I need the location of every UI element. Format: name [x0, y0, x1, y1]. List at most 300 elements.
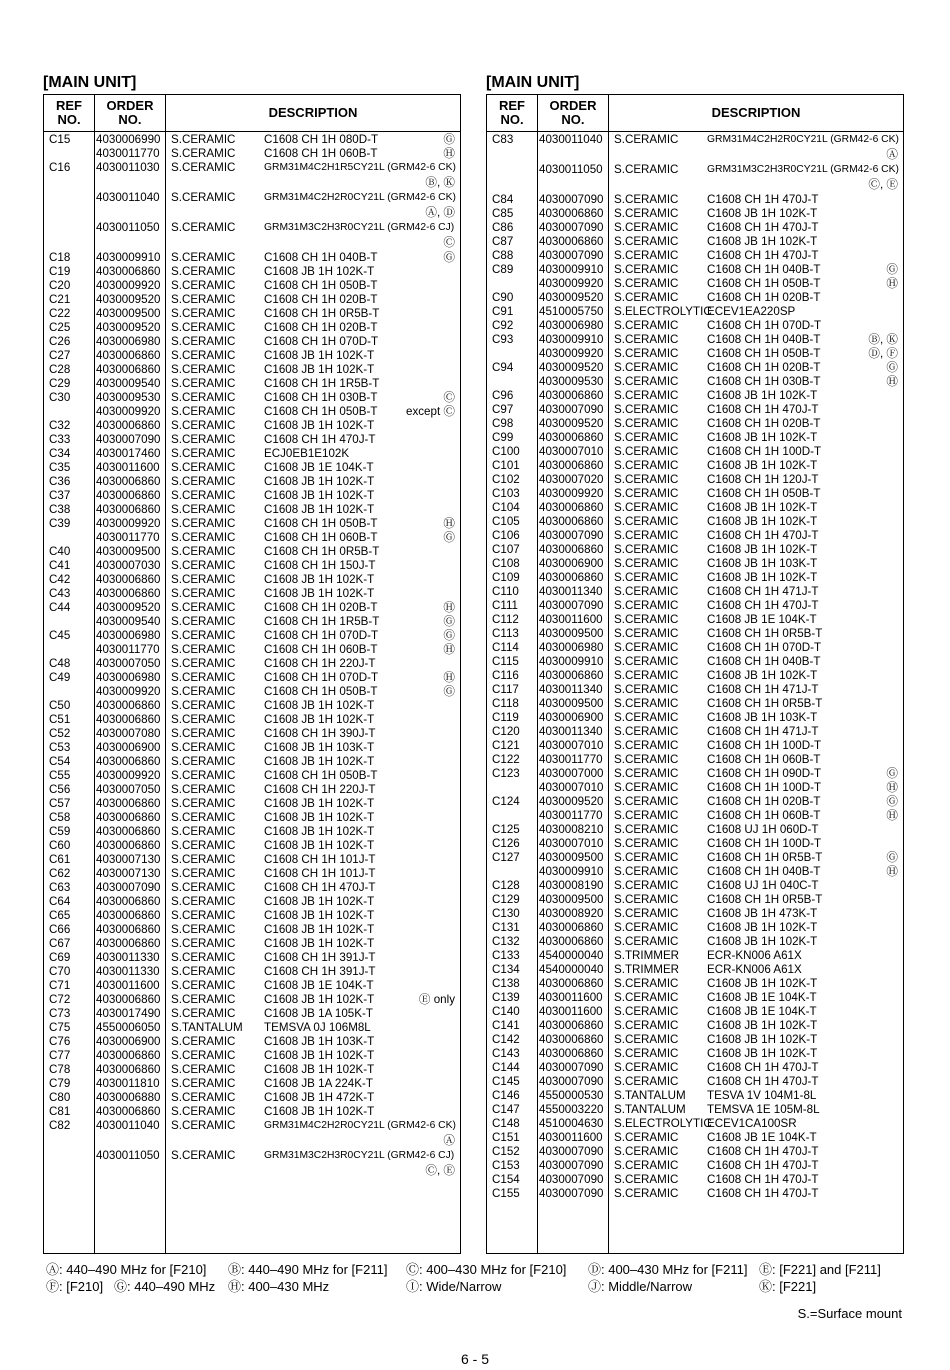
type-cell: S.CERAMIC [614, 249, 679, 262]
table-row [487, 1004, 903, 1018]
order-no-cell: 4030006860 [96, 699, 161, 712]
ref-cell: C30 [49, 391, 71, 404]
table-row [44, 404, 460, 418]
type-cell: S.CERAMIC [171, 965, 236, 978]
part-no-cell: C1608 CH 1H 070D-T [264, 629, 379, 642]
order-no-cell: 4030007010 [539, 739, 604, 752]
table-row [487, 948, 903, 962]
ref-cell: C77 [49, 1049, 71, 1062]
table-row [44, 1020, 460, 1034]
type-cell: S.CERAMIC [171, 433, 236, 446]
part-no-cell: C1608 CH 1H 0R5B-T [707, 697, 823, 710]
order-no-cell: 4030007090 [539, 1187, 604, 1200]
ref-cell: C29 [49, 377, 71, 390]
table-row [44, 362, 460, 376]
table-row [487, 1186, 903, 1200]
order-no-cell: 4030007090 [539, 249, 604, 262]
part-no-cell: C1608 JB 1H 102K-T [264, 349, 375, 362]
header-ref-no [487, 95, 537, 131]
part-no-cell: C1608 JB 1H 102K-T [264, 797, 375, 810]
type-cell: S.CERAMIC [171, 265, 236, 278]
type-cell: S.CERAMIC [614, 207, 679, 220]
order-no-cell: 4030006860 [539, 207, 604, 220]
type-cell: S.CERAMIC [171, 755, 236, 768]
type-cell: S.CERAMIC [171, 321, 236, 334]
part-no-cell: C1608 CH 1H 020B-T [707, 361, 821, 374]
type-cell: S.CERAMIC [171, 335, 236, 348]
type-cell: S.CERAMIC [614, 375, 679, 388]
type-cell: S.CERAMIC [614, 361, 679, 374]
type-cell: S.CERAMIC [171, 937, 236, 950]
table-row [487, 248, 903, 262]
part-no-cell: C1608 CH 1H 470J-T [707, 1145, 819, 1158]
table-row [487, 626, 903, 640]
order-no-cell: 4030009500 [539, 697, 604, 710]
ref-cell: C20 [49, 279, 71, 292]
type-cell: S.CERAMIC [171, 531, 236, 544]
page-number: 6 - 5 [460, 1351, 489, 1367]
legend-item: Ⓖ: 440–490 MHz [114, 1279, 216, 1294]
order-no-cell: 4030011770 [539, 809, 603, 822]
order-no-cell: 4030011770 [96, 643, 160, 656]
table-row [44, 250, 460, 264]
part-no-cell: ECR-KN006 A61X [707, 963, 802, 976]
note-cell: Ⓖ [886, 851, 898, 864]
part-no-cell: C1608 CH 1H 471J-T [707, 725, 819, 738]
part-no-cell: C1608 CH 1H 100D-T [707, 781, 822, 794]
table-row [44, 978, 460, 992]
note-cell: Ⓖ [886, 263, 898, 276]
type-cell: S.CERAMIC [171, 279, 236, 292]
part-no-cell: C1608 CH 1H 020B-T [707, 291, 821, 304]
ref-cell: C144 [492, 1061, 520, 1074]
ref-cell: C16 [49, 161, 71, 174]
table-row [44, 642, 460, 656]
part-no-cell: C1608 JB 1E 104K-T [264, 461, 374, 474]
type-cell: S.CERAMIC [614, 163, 679, 176]
ref-cell: C44 [49, 601, 71, 614]
ref-cell: C21 [49, 293, 71, 306]
order-no-cell: 4030011330 [96, 951, 160, 964]
type-cell: S.CERAMIC [614, 333, 679, 346]
type-cell: S.CERAMIC [171, 1105, 236, 1118]
part-no-cell: C1608 JB 1H 102K-T [264, 825, 375, 838]
type-cell: S.CERAMIC [614, 1131, 679, 1144]
order-no-cell: 4030006860 [96, 1105, 161, 1118]
part-no-cell: C1608 JB 1H 102K-T [707, 459, 818, 472]
part-no-cell: C1608 CH 1H 050B-T [707, 487, 821, 500]
type-cell: S.CERAMIC [614, 529, 679, 542]
order-no-cell: 4030006860 [539, 1047, 604, 1060]
ref-cell: C113 [492, 627, 519, 640]
ref-cell: C96 [492, 389, 514, 402]
legend-item: Ⓚ: [F221] [759, 1279, 817, 1294]
ref-cell: C36 [49, 475, 71, 488]
table-row [44, 460, 460, 474]
type-cell: S.CERAMIC [614, 515, 679, 528]
ref-cell: C86 [492, 221, 514, 234]
order-no-cell: 4030009520 [96, 321, 161, 334]
type-cell: S.CERAMIC [614, 585, 679, 598]
type-cell: S.CERAMIC [614, 487, 679, 500]
table-row [487, 514, 903, 528]
table-row [44, 768, 460, 782]
order-no-cell: 4030006860 [96, 797, 161, 810]
order-no-cell: 4030011040 [539, 133, 603, 146]
note-cell: Ⓒ [443, 236, 455, 249]
type-cell: S.CERAMIC [614, 263, 679, 276]
part-no-cell: C1608 CH 1H 470J-T [707, 221, 819, 234]
ref-cell: C125 [492, 823, 520, 836]
table-row [487, 990, 903, 1004]
table-row [44, 1104, 460, 1118]
table-row [487, 192, 903, 206]
table-row [44, 432, 460, 446]
order-no-cell: 4030006860 [96, 825, 161, 838]
ref-cell: C84 [492, 193, 514, 206]
ref-cell: C117 [492, 683, 519, 696]
part-no-cell: C1608 UJ 1H 060D-T [707, 823, 819, 836]
note-cell: Ⓖ [886, 795, 898, 808]
type-cell: S.CERAMIC [171, 587, 236, 600]
table-row [487, 1172, 903, 1186]
type-cell: S.CERAMIC [171, 517, 236, 530]
order-no-cell: 4030006980 [96, 335, 161, 348]
type-cell: S.CERAMIC [614, 781, 679, 794]
order-no-cell: 4030007090 [96, 881, 161, 894]
table-row [487, 444, 903, 458]
ref-cell: C106 [492, 529, 520, 542]
order-no-cell: 4510004630 [539, 1117, 604, 1130]
order-no-cell: 4030007130 [96, 853, 161, 866]
table-row [487, 1060, 903, 1074]
table-row [487, 598, 903, 612]
table-row [44, 712, 460, 726]
part-no-cell: C1608 JB 1H 102K-T [264, 363, 375, 376]
part-no-cell: C1608 JB 1H 102K-T [264, 993, 375, 1006]
part-no-cell: C1608 CH 1H 470J-T [707, 403, 819, 416]
type-cell: S.CERAMIC [614, 991, 679, 1004]
ref-cell: C148 [492, 1117, 520, 1130]
table-row [487, 738, 903, 752]
note-cell: Ⓖ [886, 767, 898, 780]
order-no-cell: 4030006860 [96, 937, 161, 950]
ref-cell: C27 [49, 349, 71, 362]
ref-cell: C71 [49, 979, 71, 992]
table-row [487, 1018, 903, 1032]
ref-cell: C132 [492, 935, 520, 948]
type-cell: S.CERAMIC [614, 133, 679, 146]
part-no-cell: C1608 CH 1H 050B-T [707, 277, 821, 290]
order-no-cell: 4030009500 [96, 545, 161, 558]
order-no-cell: 4030011050 [539, 163, 603, 176]
ref-cell: C101 [492, 459, 520, 472]
table-row [487, 220, 903, 234]
type-cell: S.CERAMIC [171, 461, 236, 474]
table-row [487, 1158, 903, 1172]
order-no-cell: 4030006990 [96, 133, 161, 146]
table-row [44, 1118, 460, 1148]
header-order-label: ORDER NO. [106, 98, 154, 127]
ref-cell: C118 [492, 697, 519, 710]
ref-cell: C134 [492, 963, 520, 976]
order-no-cell: 4030006860 [539, 571, 604, 584]
ref-cell: C81 [49, 1105, 71, 1118]
table-row [44, 950, 460, 964]
table-row [44, 628, 460, 642]
table-row [487, 1144, 903, 1158]
ref-cell: C107 [492, 543, 520, 556]
order-no-cell: 4030008190 [539, 879, 604, 892]
part-no-cell: C1608 JB 1E 104K-T [707, 1131, 817, 1144]
ref-cell: C59 [49, 825, 71, 838]
order-no-cell: 4030006860 [96, 895, 161, 908]
order-no-cell: 4030006880 [96, 1091, 161, 1104]
table-row [487, 262, 903, 276]
type-cell: S.CERAMIC [171, 657, 236, 670]
part-no-cell: C1608 CH 1H 1R5B-T [264, 377, 380, 390]
table-row [487, 1032, 903, 1046]
order-no-cell: 4030006860 [96, 489, 161, 502]
header-order-no [537, 95, 609, 131]
table-row [44, 1076, 460, 1090]
table-row [44, 1090, 460, 1104]
order-no-cell: 4030009910 [539, 865, 604, 878]
type-cell: S.CERAMIC [171, 293, 236, 306]
ref-cell: C139 [492, 991, 520, 1004]
order-no-cell: 4030009920 [96, 769, 161, 782]
note-cell: Ⓐ [886, 148, 898, 161]
order-no-cell: 4030006860 [96, 363, 161, 376]
type-cell: S.CERAMIC [614, 935, 679, 948]
order-no-cell: 4030007090 [539, 1173, 604, 1186]
note-cell: Ⓖ [443, 685, 455, 698]
type-cell: S.CERAMIC [614, 1145, 679, 1158]
note-cell: Ⓖ [443, 531, 455, 544]
order-no-cell: 4030011330 [96, 965, 160, 978]
table-row [487, 822, 903, 836]
type-cell: S.CERAMIC [614, 851, 679, 864]
type-cell: S.CERAMIC [171, 221, 236, 234]
table-row [44, 572, 460, 586]
legend-line-1 [46, 1259, 906, 1276]
part-no-cell: C1608 CH 1H 120J-T [707, 473, 819, 486]
type-cell: S.CERAMIC [614, 1187, 679, 1200]
order-no-cell: 4030006860 [96, 811, 161, 824]
table-row [44, 684, 460, 698]
order-no-cell: 4030006860 [539, 921, 604, 934]
part-no-cell: C1608 JB 1H 102K-T [264, 895, 375, 908]
order-no-cell: 4030006900 [96, 741, 161, 754]
order-no-cell: 4030009910 [96, 251, 161, 264]
ref-cell: C69 [49, 951, 71, 964]
table-row [487, 976, 903, 990]
order-no-cell: 4030007090 [539, 1159, 604, 1172]
type-cell: S.CERAMIC [614, 823, 679, 836]
ref-cell: C124 [492, 795, 520, 808]
type-cell: S.CERAMIC [614, 865, 679, 878]
table-row [44, 390, 460, 404]
part-no-cell: C1608 JB 1H 103K-T [264, 1035, 375, 1048]
type-cell: S.CERAMIC [614, 655, 679, 668]
part-no-cell: C1608 CH 1H 0R5B-T [264, 307, 380, 320]
part-no-cell: C1608 JB 1H 102K-T [264, 475, 375, 488]
order-no-cell: 4030009520 [539, 291, 604, 304]
ref-cell: C120 [492, 725, 520, 738]
ref-cell: C138 [492, 977, 520, 990]
part-no-cell: C1608 CH 1H 040B-T [264, 251, 378, 264]
part-no-cell: C1608 JB 1H 103K-T [707, 557, 818, 570]
order-no-cell: 4030006900 [539, 557, 604, 570]
ref-cell: C72 [49, 993, 71, 1006]
part-no-cell: C1608 JB 1H 102K-T [264, 489, 375, 502]
order-no-cell: 4030006860 [96, 573, 161, 586]
note-cell: Ⓒ, Ⓔ [425, 1164, 455, 1177]
table-row [44, 530, 460, 544]
table-body [487, 132, 903, 1253]
table-row [487, 808, 903, 822]
legend-item: Ⓘ: Wide/Narrow [406, 1279, 502, 1294]
table-row [487, 304, 903, 318]
type-cell: S.CERAMIC [171, 881, 236, 894]
table-row [44, 334, 460, 348]
type-cell: S.CERAMIC [614, 613, 679, 626]
order-no-cell: 4030006860 [96, 265, 161, 278]
part-no-cell: TESVA 1V 104M1-8L [707, 1089, 817, 1102]
ref-cell: C70 [49, 965, 71, 978]
type-cell: S.CERAMIC [614, 501, 679, 514]
type-cell: S.CERAMIC [171, 839, 236, 852]
table-row [44, 922, 460, 936]
order-no-cell: 4030006860 [96, 349, 161, 362]
table-header [487, 95, 903, 132]
ref-cell: C128 [492, 879, 520, 892]
legend-line-2 [46, 1276, 906, 1293]
type-cell: S.CERAMIC [171, 377, 236, 390]
ref-cell: C39 [49, 517, 71, 530]
order-no-cell: 4030006860 [539, 501, 604, 514]
order-no-cell: 4030011030 [96, 161, 160, 174]
note-cell: Ⓖ [443, 615, 455, 628]
part-no-cell: C1608 CH 1H 040B-T [707, 865, 821, 878]
part-no-cell: C1608 JB 1H 102K-T [264, 573, 375, 586]
part-no-cell: GRM31M4C2H2R0CY21L (GRM42-6 CK) [707, 134, 899, 145]
table-row [44, 146, 460, 160]
type-cell: S.CERAMIC [614, 879, 679, 892]
type-cell: S.TRIMMER [614, 963, 680, 976]
ref-cell: C37 [49, 489, 71, 502]
ref-cell: C25 [49, 321, 71, 334]
table-row [487, 794, 903, 808]
part-no-cell: C1608 CH 1H 101J-T [264, 853, 376, 866]
header-order-no [94, 95, 166, 131]
part-no-cell: C1608 JB 1H 102K-T [264, 923, 375, 936]
ref-cell: C60 [49, 839, 71, 852]
type-cell: S.CERAMIC [614, 725, 679, 738]
order-no-cell: 4030006860 [539, 235, 604, 248]
part-no-cell: C1608 JB 1H 102K-T [707, 543, 818, 556]
ref-cell: C79 [49, 1077, 71, 1090]
part-no-cell: C1608 JB 1H 102K-T [264, 1063, 375, 1076]
order-no-cell: 4030006860 [539, 935, 604, 948]
ref-cell: C67 [49, 937, 71, 950]
order-no-cell: 4030007000 [539, 767, 604, 780]
order-no-cell: 4030011770 [539, 753, 603, 766]
part-no-cell: C1608 CH 1H 0R5B-T [707, 893, 823, 906]
part-no-cell: C1608 JB 1H 102K-T [707, 235, 818, 248]
note-cell: Ⓖ [886, 361, 898, 374]
table-row [44, 446, 460, 460]
surface-mount-note: S.=Surface mount [797, 1306, 902, 1321]
ref-cell: C49 [49, 671, 71, 684]
type-cell: S.CERAMIC [171, 405, 236, 418]
part-no-cell: C1608 CH 1H 0R5B-T [707, 851, 823, 864]
ref-cell: C90 [492, 291, 514, 304]
order-no-cell: 4030006860 [96, 419, 161, 432]
table-row [487, 290, 903, 304]
part-no-cell: C1608 JB 1H 102K-T [264, 839, 375, 852]
ref-cell: C35 [49, 461, 71, 474]
type-cell: S.CERAMIC [171, 161, 236, 174]
ref-cell: C64 [49, 895, 71, 908]
ref-cell: C154 [492, 1173, 520, 1186]
table-row [487, 556, 903, 570]
table-header [44, 95, 460, 132]
type-cell: S.CERAMIC [614, 1047, 679, 1060]
part-no-cell: C1608 CH 1H 050B-T [264, 685, 378, 698]
ref-cell: C105 [492, 515, 520, 528]
type-cell: S.CERAMIC [171, 825, 236, 838]
type-cell: S.CERAMIC [614, 669, 679, 682]
ref-cell: C61 [49, 853, 71, 866]
part-no-cell: C1608 CH 1H 470J-T [707, 1159, 819, 1172]
note-cell: Ⓗ [886, 375, 898, 388]
part-no-cell: C1608 JB 1H 102K-T [707, 1047, 818, 1060]
ref-cell: C65 [49, 909, 71, 922]
type-cell: S.CERAMIC [171, 1007, 236, 1020]
part-no-cell: C1608 CH 1H 470J-T [707, 193, 819, 206]
type-cell: S.CERAMIC [171, 503, 236, 516]
type-cell: S.CERAMIC [614, 193, 679, 206]
order-no-cell: 4030009910 [539, 655, 604, 668]
legend-item: Ⓔ: [F221] and [F211] [759, 1262, 881, 1277]
order-no-cell: 4540000040 [539, 963, 604, 976]
table-row [44, 894, 460, 908]
order-no-cell: 4030009520 [539, 417, 604, 430]
part-no-cell: C1608 CH 1H 470J-T [264, 433, 376, 446]
table-row [487, 1102, 903, 1116]
type-cell: S.CERAMIC [614, 543, 679, 556]
ref-cell: C100 [492, 445, 520, 458]
order-no-cell: 4030011770 [96, 147, 160, 160]
note-cell: Ⓓ, Ⓕ [868, 347, 898, 360]
table-row [44, 810, 460, 824]
ref-cell: C123 [492, 767, 520, 780]
order-no-cell: 4030006860 [96, 713, 161, 726]
order-no-cell: 4030009500 [96, 307, 161, 320]
part-no-cell: C1608 CH 1H 030B-T [264, 391, 378, 404]
order-no-cell: 4030007050 [96, 783, 161, 796]
header-ref-label: REF NO. [499, 98, 525, 127]
ref-cell: C116 [492, 669, 519, 682]
table-row [487, 388, 903, 402]
note-cell: Ⓗ [443, 643, 455, 656]
type-cell: S.CERAMIC [171, 895, 236, 908]
table-row [44, 320, 460, 334]
type-cell: S.CERAMIC [171, 363, 236, 376]
ref-cell: C103 [492, 487, 520, 500]
part-no-cell: C1608 CH 1H 470J-T [707, 1075, 819, 1088]
